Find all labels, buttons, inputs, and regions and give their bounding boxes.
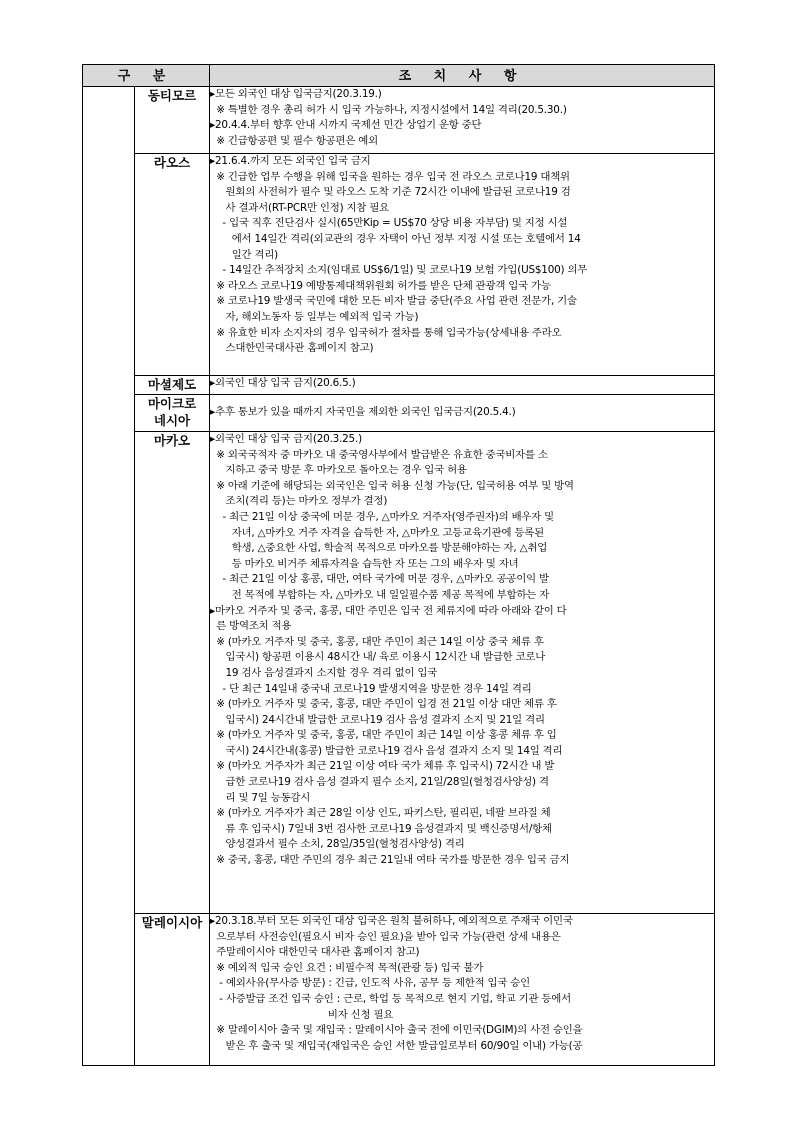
macau-line: 입국시) 24시간내 발급한 코로나19 검사 음성 결과지 소지 및 21일 격리 [210,713,545,726]
macau-line: 전 목적에 부합하는 자, △마카오 내 일일필수품 제공 목적에 부합하는 자 [210,588,550,601]
timor-line: ※ 긴급항공편 및 필수 항공편은 예외 [210,134,378,147]
country-micronesia [135,395,210,432]
malaysia-line: - 사증발급 조건 입국 승인 : 근로, 학업 등 목적으로 현지 기업, 학교 기관 등에서 [210,992,571,1005]
laos-line: ※ 유효한 비자 소지자의 경우 입국허가 절차를 통해 입국가능(상세내용 주라오 [210,326,562,339]
macau-line: 자녀, △마카오 거주 자격을 습득한 자, △마카오 고등교육기관에 등록된 [210,526,544,539]
macau-line: ※ (마카오 거주자가 최근 21일 이상 여타 국가 체류 후 입국시) 72시간 내 발 [210,760,555,773]
macau-line: ※ (마카오 거주자 및 중국, 홍콩, 대만 주민이 입경 전 21일 이상 대만 체류 후 [210,698,557,711]
country-micronesia-line1: 마이크로 [147,396,197,411]
malaysia-line: ▸20.3.18.부터 모든 외국인 대상 입국은 원칙 불허하나, 예외적으로 주재국 이민국 [210,915,573,927]
country-malaysia: 말레이시아 [135,914,210,1066]
laos-line: 에서 14일간 격리(외교관의 경우 자택이 아닌 정부 지정 시설 또는 호텔에서 14 [210,232,581,245]
timor-line: ※ 특별한 경우 총리 허가 시 입국 가능하나, 지정시설에서 14일 격리(20.5.30.) [210,103,567,116]
macau-line: 입국시) 항공편 이용시 48시간 내/ 육로 이용시 12시간 내 발급한 코로나 [210,651,546,664]
timor-line: ▸모든 외국인 대상 입국금지(20.3.19.) [210,88,382,100]
malaysia-line: 으로부터 사전승인(필요시 비자 승인 필요)을 받아 입국 가능(관련 상세 내용은 [210,930,561,943]
macau-line: 학생, △중요한 사업, 학술적 목적으로 마카오를 방문해야하는 자, △취업 [210,542,548,555]
content-micronesia [210,395,715,432]
table-header-row [83,65,715,87]
content-malaysia [210,914,715,1066]
content-marshall [210,376,715,395]
header-measures: 조 치 사 항 [210,65,715,87]
laos-line: 사 결과서(RT-PCR만 인정) 지참 필요 [210,201,389,214]
malaysia-line: 비자 신청 필요 [210,1008,394,1021]
laos-line: 자, 해외노동자 등 일부는 예외적 입국 가능) [210,310,419,323]
malaysia-line: 주말레이시아 대한민국 대사관 홈페이지 참고) [210,946,420,959]
macau-line: - 최근 21일 이상 중국에 머문 경우, △마카오 거주자(영주권자)의 배우자 및 [210,510,555,523]
laos-line: 스대한민국대사관 홈페이지 참고) [210,342,374,355]
macau-line: 양성결과서 필수 소치, 28일/35일(혈청검사양성) 격리 [210,838,465,851]
macau-line: ※ (마카오 거주자 및 중국, 홍콩, 대만 주민이 최근 14일 이상 홍콩 체류 후 입 [210,729,557,742]
malaysia-line: ※ 예외적 입국 승인 요건 : 비필수적 목적(관광 등) 입국 불가 [210,961,484,974]
macau-line: 류 후 입국시) 7일내 3번 검사한 코로나19 음성결과지 및 백신증명서/항체 [210,822,552,835]
row-timor [83,87,715,154]
laos-line: ▸21.6.4.까지 모든 외국인 입국 금지 [210,155,371,167]
content-macau [210,432,715,914]
row-laos [83,154,715,376]
macau-line: - 최근 21일 이상 홍콩, 대만, 여타 국가에 머문 경우, △마카오 공공이익 발 [210,573,549,586]
region-cell [83,87,135,1066]
country-timor: 동티모르 [135,87,210,154]
country-marshall: 마셜제도 [135,376,210,395]
laos-line: 원회의 사전허가 필수 및 라오스 도착 기준 72시간 이내에 발급된 코로나19 검 [210,186,571,199]
content-laos [210,154,715,376]
laos-line: - 입국 직후 진단검사 실시(65만Kip = US$70 상당 비용 자부담) 및 지정 시설 [210,217,568,230]
macau-line: 른 방역조치 적용 [210,620,292,633]
macau-line: ※ (마카오 거주자 및 중국, 홍콩, 대만 주민이 최근 14일 이상 중국 체류 후 [210,635,544,648]
macau-line: ▸외국인 대상 입국 금지(20.3.25.) [210,433,362,445]
row-macau [83,432,715,914]
macau-line: 등 마카오 비거주 체류자격을 습득한 자 또는 그의 배우자 및 자녀 [210,557,519,570]
country-laos: 라오스 [135,154,210,376]
row-malaysia [83,914,715,1066]
laos-line: ※ 긴급한 업무 수행을 위해 입국을 원하는 경우 입국 전 라오스 코로나19 대책위 [210,170,570,183]
macau-line: 급한 코로나19 검사 음성 결과지 필수 소지, 21일/28일(혈청검사양성) 격 [210,776,549,789]
malaysia-line: ※ 말레이시아 출국 및 재입국 : 말레이시아 출국 전에 이민국(DGIM)의 사전 승인을 [210,1024,583,1037]
macau-line: 19 검사 음성결과지 소지할 경우 격리 없이 입국 [210,666,438,679]
macau-line: 조치(격리 등)는 마카오 정부가 결정) [210,495,388,508]
country-micronesia-line2: 네시아 [153,413,191,428]
laos-line: ※ 라오스 코로나19 예방통제대책위원회 허가를 받은 단체 관광객 입국 가능 [210,279,551,292]
macau-line: ※ 아래 기준에 해당되는 외국인은 입국 허용 신청 가능(단, 입국허용 여부 및 방역 [210,479,574,492]
micronesia-line: ▸추후 통보가 있을 때까지 자국민을 제외한 외국인 입국금지(20.5.4.) [210,406,516,419]
content-timor [210,87,715,154]
measures-table [82,64,715,1066]
malaysia-line: - 예외사유(무사증 방문) : 긴급, 인도적 사유, 공무 등 제한적 입국 승인 [210,977,530,990]
macau-line: 국시) 24시간내(홍콩) 발급한 코로나19 검사 음성 결과지 소지 및 14일 격리 [210,744,563,757]
macau-line: - 단 최근 14일내 중국내 코로나19 발생지역을 방문한 경우 14일 격리 [210,682,532,695]
row-marshall [83,376,715,395]
macau-line: 지하고 중국 방문 후 마카오로 돌아오는 경우 입국 허용 [210,464,467,477]
macau-line: ※ 중국, 홍콩, 대만 주민의 경우 최근 21일내 여타 국가를 방문한 경우 입국 금지 [210,854,570,867]
macau-line: ※ (마카오 거주자가 최근 28일 이상 인도, 파키스탄, 필리핀, 네팔 브라질 체 [210,807,551,820]
country-macau: 마카오 [135,432,210,914]
marshall-line: ▸외국인 대상 입국 금지(20.6.5.) [210,377,356,389]
malaysia-line: 받은 후 출국 및 재입국(재입국은 승인 서한 발급일로부터 60/90일 이내) 가능(공 [210,1039,583,1052]
laos-line: - 14일간 추적장치 소지(임대료 US$6/1일) 및 코로나19 보험 가입(US$100) 의무 [210,264,588,277]
header-category: 구 분 [83,65,210,87]
row-micronesia [83,395,715,432]
macau-line: ※ 외국국적자 중 마카오 내 중국영사부에서 발급받은 유효한 중국비자를 소 [210,448,548,461]
macau-line: 리 및 7일 능동감시 [210,791,311,804]
laos-line: 일간 격리) [210,248,279,261]
laos-line: ※ 코로나19 발생국 국민에 대한 모든 비자 발급 중단(주요 사업 관련 전문가, 기술 [210,295,577,308]
macau-line: ▸마카오 거주자 및 중국, 홍콩, 대만 주민은 입국 전 체류지에 따라 아래와 같이 다 [210,604,567,617]
timor-line: ▸20.4.4.부터 향후 안내 시까지 국제선 민간 상업기 운항 중단 [210,119,482,132]
